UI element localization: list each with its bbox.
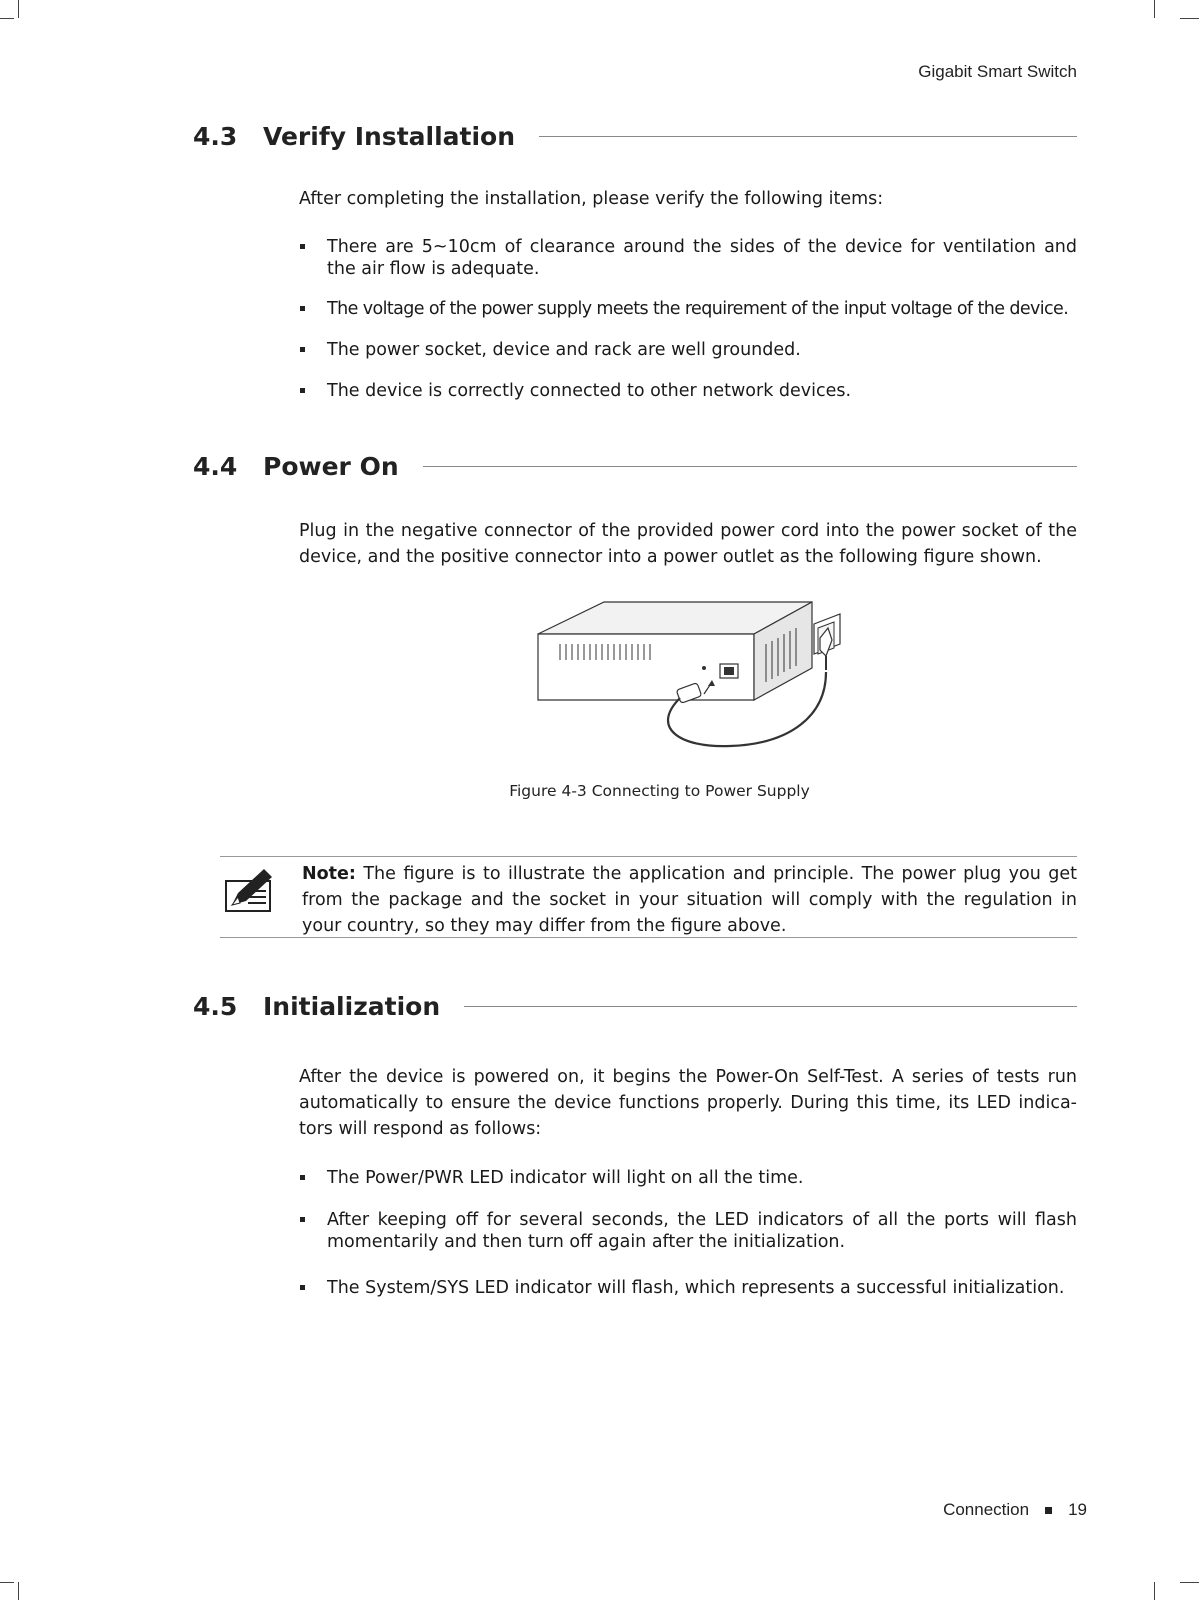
section-number: 4.5 [193,992,238,1021]
section-number: 4.4 [193,452,238,481]
section-heading-4-4 [193,452,1077,481]
list-item-text: The device is correctly connected to other network devices. [327,381,852,401]
crop-mark [0,1582,14,1583]
footer-chapter: Connection [943,1500,1030,1519]
bullet-icon [300,306,305,311]
section-title: Power On [263,452,399,481]
list-item [299,298,1077,320]
section-rule [464,1006,1077,1007]
verify-list [299,236,1077,402]
note-body: The figure is to illustrate the application and principle. The power plug you get from the package and the socket in your situation will comply with the regulation in your country, so they may differ from the figure above. [302,864,1077,936]
bullet-icon [300,1217,305,1222]
bullet-icon [300,1175,305,1180]
power-on-body: Plug in the negative connector of the provided power cord into the power socket of the device, and the positive connector into a power outlet as the following figure shown. [299,521,1077,567]
list-item [299,1167,1077,1189]
list-item [299,339,1077,361]
list-item-text: The power socket, device and rack are well grounded. [327,340,801,360]
crop-mark [1154,1582,1155,1600]
list-item [299,1209,1077,1253]
list-item [299,1277,1077,1299]
list-item [299,380,1077,402]
section-number: 4.3 [193,122,238,151]
crop-mark [1154,0,1155,18]
list-item-text: The voltage of the power supply meets the requirement of the input voltage of the device. [327,299,1069,319]
bullet-icon [300,244,305,249]
note-label: Note: [302,864,356,884]
section-rule [539,136,1077,137]
section-title: Verify Installation [263,122,516,151]
page-number: 19 [1068,1500,1087,1519]
section-rule [423,466,1077,467]
bullet-icon [300,1285,305,1290]
figure-caption: Figure 4-3 Connecting to Power Supply [509,782,810,800]
list-item-text: After keeping off for several seconds, the LED indicators of all the ports will flash momentarily and then turn off again after the initialization. [327,1210,1077,1252]
footer-separator-icon [1045,1507,1052,1514]
note-pencil-icon [224,867,278,913]
section-heading-4-3 [193,122,1077,151]
section-title: Initialization [263,992,441,1021]
note-text [302,861,1077,939]
list-item-text: The Power/PWR LED indicator will light on all the time. [327,1168,804,1188]
note-box [220,856,1077,938]
list-item-text: There are 5~10cm of clearance around the sides of the device for ventilation and the air flow is adequate. [327,237,1077,279]
wall-socket-icon [814,614,840,670]
power-inlet-slot [724,667,734,675]
switch-power-illustration [530,598,870,774]
crop-mark [1180,1582,1199,1583]
bullet-icon [300,388,305,393]
crop-mark [0,18,14,19]
initialization-body: After the device is powered on, it begins the Power-On Self-Test. A series of tests run automatically to ensure the device functions properly. During this time, its LED indica-tors will respond as follows: [299,1067,1077,1139]
section-heading-4-5 [193,992,1077,1021]
list-item [299,236,1077,280]
initialization-list [299,1167,1077,1299]
crop-mark [18,0,19,18]
running-header: Gigabit Smart Switch [918,62,1077,81]
list-item-text: The System/SYS LED indicator will flash, which represents a successful initialization. [327,1278,1065,1298]
crop-mark [1180,18,1199,19]
crop-mark [18,1582,19,1600]
bullet-icon [300,347,305,352]
reset-dot [702,666,706,670]
page-footer [943,1500,1087,1520]
power-connection-figure [530,598,870,774]
verify-intro: After completing the installation, please verify the following items: [299,189,884,209]
